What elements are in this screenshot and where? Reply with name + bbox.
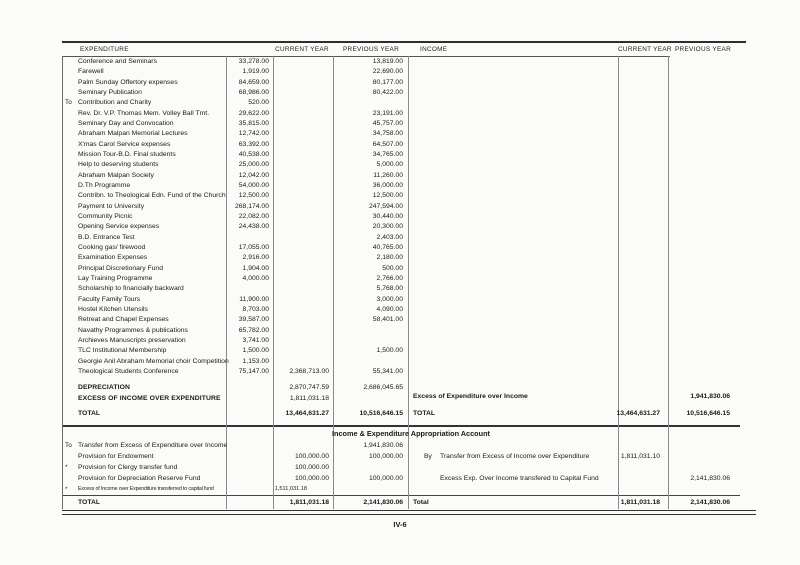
row-amount-itemized: 65,782.00 <box>238 326 269 334</box>
row-amount-previous-year: 40,765.00 <box>372 244 403 252</box>
appropriation-total-label: TOTAL <box>78 499 101 506</box>
appropriation-title: Income & Expenditure Appropriation Account <box>332 429 490 438</box>
row-amount-itemized: 268,174.00 <box>234 202 269 210</box>
excess-exp-previous-year: 2,141,830.06 <box>690 474 730 482</box>
row-prefix: To <box>65 99 72 107</box>
row-amount-current-year: 100,000.00 <box>294 463 329 471</box>
row-label: Rev. Dr. V.P. Thomas Mem. Volley Ball Tmt. <box>78 109 210 117</box>
header-expenditure: EXPENDITURE <box>80 46 129 53</box>
row-amount-itemized: 24,438.00 <box>238 223 269 231</box>
row-amount-itemized: 1,919.00 <box>242 68 269 76</box>
row-amount-previous-year: 100,000.00 <box>368 453 403 461</box>
row-amount-previous-year: 58,401.00 <box>372 316 403 324</box>
row-amount-previous-year: 5,768.00 <box>376 285 403 293</box>
row-label: Archieves Manuscripts preservation <box>78 337 186 345</box>
row-amount-itemized: 25,000.00 <box>238 161 269 169</box>
row-amount-itemized: 3,741.00 <box>242 337 269 345</box>
row-amount-itemized: 40,538.00 <box>238 151 269 159</box>
row-amount-itemized: 68,986.00 <box>238 89 269 97</box>
row-amount-previous-year: 12,500.00 <box>372 192 403 200</box>
header-current-year-right: CURRENT YEAR <box>618 46 672 53</box>
appropriation-right-total-current-year: 1,811,031.18 <box>620 499 660 506</box>
row-amount-itemized: 8,703.00 <box>242 306 269 314</box>
expenditure-row <box>62 67 408 77</box>
bottom-rule-1 <box>62 510 756 511</box>
by-transfer-label: Transfer from Excess of Income over Expenditure <box>440 452 590 460</box>
section-separator <box>62 425 740 427</box>
depreciation-label: DEPRECIATION <box>78 384 131 392</box>
row-prefix: * <box>65 485 68 493</box>
row-label: Cooking gas/ firewood <box>78 244 146 252</box>
row-label: Navathy Programmes & publications <box>78 326 188 334</box>
row-amount-itemized: 84,659.00 <box>238 78 269 86</box>
expenditure-row <box>62 356 408 366</box>
row-amount-current-year: 100,000.00 <box>294 474 329 482</box>
row-amount-itemized: 1,904.00 <box>242 264 269 272</box>
expenditure-total-label: TOTAL <box>78 409 101 417</box>
expenditure-row <box>62 170 408 180</box>
expenditure-row <box>62 139 408 149</box>
row-amount-itemized: 29,622.00 <box>238 109 269 117</box>
row-label: Conference and Seminars <box>78 58 157 66</box>
appropriation-row <box>62 473 408 484</box>
row-label: Georgie Anil Abraham Memorial choir Competition <box>78 357 229 365</box>
income-total-current-year: 13,464,631.27 <box>616 409 660 417</box>
expenditure-row <box>62 335 408 345</box>
expenditure-row <box>62 149 408 159</box>
expenditure-row <box>62 191 408 201</box>
row-label: Mission Tour-B.D. Final students <box>78 151 176 159</box>
row-amount-previous-year: 34,765.00 <box>372 151 403 159</box>
expenditure-row <box>62 294 408 304</box>
row-amount-previous-year: 4,090.00 <box>376 306 403 314</box>
expenditure-row <box>62 108 408 118</box>
row-amount-itemized: 2,916.00 <box>242 254 269 262</box>
expenditure-row <box>62 346 408 356</box>
depreciation-row <box>62 383 408 394</box>
row-label: Seminary Day and Convocation <box>78 120 174 128</box>
appropriation-right-total-label: Total <box>413 499 429 506</box>
income-total-previous-year: 10,516,646.15 <box>686 409 730 417</box>
row-amount-previous-year: 2,403.00 <box>376 233 403 241</box>
expenditure-row <box>62 253 408 263</box>
row-label: Opening Service expenses <box>78 223 160 231</box>
row-label: Help to deserving students <box>78 161 159 169</box>
appropriation-right-total-previous-year: 2,141,830.06 <box>690 499 730 506</box>
row-amount-itemized: 4,000.00 <box>242 275 269 283</box>
row-label: B.D. Entrance Test <box>78 233 135 241</box>
row-label: Principal Discretionary Fund <box>78 264 163 272</box>
row-prefix: To <box>65 442 72 450</box>
income-excess-previous-year: 1,941,830.06 <box>690 393 730 400</box>
row-label: Lay Training Programme <box>78 275 153 283</box>
expenditure-row <box>62 284 408 294</box>
row-amount-previous-year: 1,500.00 <box>376 347 403 355</box>
row-amount-itemized: 22,082.00 <box>238 213 269 221</box>
row-amount-itemized: 17,055.00 <box>238 244 269 252</box>
row-amount-itemized: 1,153.00 <box>242 357 269 365</box>
expenditure-row <box>62 315 408 325</box>
excess-exp-label: Excess Exp. Over Income transfered to Capital Fund <box>440 474 599 482</box>
income-excess-label: Excess of Expenditure over Income <box>413 393 528 400</box>
expenditure-row <box>62 77 408 87</box>
income-total-label: TOTAL <box>413 409 436 417</box>
row-amount-previous-year: 2,180.00 <box>376 254 403 262</box>
expenditure-row <box>62 87 408 97</box>
bottom-rule-2 <box>62 514 756 515</box>
expenditure-total-current-year: 13,464,631.27 <box>285 409 329 417</box>
row-amount-previous-year: 500.00 <box>382 264 403 272</box>
summary-rows <box>62 383 408 404</box>
row-amount-itemized: 35,815.00 <box>238 120 269 128</box>
row-label: Farewell <box>78 68 104 76</box>
header-previous-year-left: PREVIOUS YEAR <box>343 46 399 53</box>
row-amount-itemized: 63,392.00 <box>238 140 269 148</box>
row-label: Excess of Income over Expenditure transferred to capital fund <box>78 486 214 493</box>
header-income: INCOME <box>420 46 448 53</box>
row-label: Contribn. to Theological Edn. Fund of the Church <box>78 192 226 200</box>
col-line-cy-right <box>618 56 619 509</box>
row-amount-previous-year: 13,819.00 <box>372 58 403 66</box>
row-amount-itemized: 39,587.00 <box>238 316 269 324</box>
row-amount-current-year: 100,000.00 <box>294 453 329 461</box>
row-label: Palm Sunday Offertory expenses <box>78 78 178 86</box>
row-amount-previous-year: 3,000.00 <box>376 295 403 303</box>
appropriation-total-current-year: 1,811,031.18 <box>289 499 329 506</box>
row-label: TLC Institutional Membership <box>78 347 167 355</box>
expenditure-row <box>62 98 408 108</box>
expenditure-row <box>62 222 408 232</box>
row-amount-previous-year: 11,260.00 <box>373 171 403 179</box>
row-amount-previous-year: 36,000.00 <box>372 182 403 190</box>
row-label: Payment to University <box>78 202 145 210</box>
appropriation-total-previous-year: 2,141,830.06 <box>363 499 403 506</box>
row-label: Scholarship to financially backward <box>78 285 184 293</box>
page-number: IV-6 <box>393 520 407 529</box>
expenditure-total-previous-year: 10,516,646.15 <box>359 409 403 417</box>
expenditure-row <box>62 211 408 221</box>
row-label: D.Th Programme <box>78 182 131 190</box>
row-label: Examination Expenses <box>78 254 148 262</box>
row-amount-previous-year: 80,177.00 <box>372 78 403 86</box>
excess-current-year: 1,811,031.18 <box>289 394 329 402</box>
row-label: Provision for Clergy transfer fund <box>78 463 178 471</box>
appropriation-row <box>62 440 408 451</box>
row-amount-previous-year: 45,757.00 <box>372 120 403 128</box>
row-amount-current-year: 1,511,031.18 <box>274 486 307 493</box>
row-amount-previous-year: 55,341.00 <box>372 368 403 375</box>
expenditure-row <box>62 201 408 211</box>
appropriation-row <box>62 462 408 473</box>
expenditure-row <box>62 304 408 314</box>
row-amount-itemized: 75,147.00 <box>238 368 269 375</box>
row-amount-itemized: 12,042.00 <box>238 171 269 179</box>
row-amount-previous-year: 34,758.00 <box>372 130 403 138</box>
row-label: Seminary Publication <box>78 89 142 97</box>
row-label: X'mas Carol Service expenses <box>78 140 171 148</box>
top-rule <box>62 41 746 44</box>
row-label: Abraham Malpan Memorial Lectures <box>78 130 188 138</box>
row-amount-previous-year: 80,422.00 <box>372 89 403 97</box>
row-amount-itemized: 33,278.00 <box>238 58 269 66</box>
row-label: Abraham Malpan Society <box>78 171 154 179</box>
expenditure-row <box>62 118 408 128</box>
by-prefix: By <box>424 452 432 460</box>
row-label: Retreat and Chapel Expenses <box>78 316 169 324</box>
row-amount-itemized: 12,742.00 <box>238 130 269 138</box>
expenditure-row <box>62 366 408 376</box>
expenditure-row <box>62 263 408 273</box>
col-line-py-right <box>668 56 669 509</box>
row-amount-previous-year: 23,191.00 <box>372 109 403 117</box>
appropriation-row <box>62 484 408 495</box>
expenditure-row <box>62 273 408 283</box>
header-previous-year-right: PREVIOUS YEAR <box>675 46 731 53</box>
row-amount-itemized: 12,500.00 <box>238 192 269 200</box>
row-label: Contribution and Charity <box>78 99 152 107</box>
row-amount-previous-year: 2,766.00 <box>376 275 403 283</box>
depreciation-previous-year: 2,686,045.65 <box>363 384 403 392</box>
expenditure-total <box>62 408 408 419</box>
expenditure-row <box>62 57 408 67</box>
row-amount-previous-year: 1,941,830.06 <box>363 442 403 450</box>
expenditure-row <box>62 232 408 242</box>
row-amount-previous-year: 100,000.00 <box>368 474 403 482</box>
row-label: Faculty Family Tours <box>78 295 141 303</box>
depreciation-current-year: 2,870,747.59 <box>289 384 329 392</box>
appropriation-left-items <box>62 440 408 494</box>
row-amount-itemized: 1,500.00 <box>242 347 269 355</box>
row-amount-previous-year: 20,300.00 <box>372 223 403 231</box>
row-amount-previous-year: 30,440.00 <box>372 213 403 221</box>
row-label: Provision for Endowment <box>78 453 154 461</box>
header-current-year-left: CURRENT YEAR <box>275 46 329 53</box>
row-amount-current-year: 2,368,713.00 <box>289 368 329 375</box>
row-amount-previous-year: 5,000.00 <box>376 161 403 169</box>
expenditure-row <box>62 180 408 190</box>
appropriation-left-total <box>62 497 408 508</box>
row-label: Theological Students Conference <box>78 368 179 375</box>
expenditure-row <box>62 160 408 170</box>
row-amount-previous-year: 247,594.00 <box>368 202 403 210</box>
expenditure-row <box>62 325 408 335</box>
row-amount-previous-year: 22,690.00 <box>372 68 403 76</box>
row-label: Provision for Depreciation Reserve Fund <box>78 474 201 482</box>
excess-label: EXCESS OF INCOME OVER EXPENDITURE <box>78 394 221 402</box>
excess-row <box>62 393 408 404</box>
row-label: Transfer from Excess of Expenditure over Income <box>78 442 228 450</box>
by-transfer-current-year: 1,811,031.10 <box>620 452 660 460</box>
row-label: Community Picnic <box>78 213 133 221</box>
expenditure-items <box>62 57 408 377</box>
row-amount-itemized: 11,900.00 <box>239 295 269 303</box>
expenditure-row <box>62 242 408 252</box>
row-amount-previous-year: 64,507.00 <box>372 140 403 148</box>
row-amount-itemized: 520.00 <box>248 99 269 107</box>
appropriation-row <box>62 451 408 462</box>
row-amount-itemized: 54,000.00 <box>238 182 269 190</box>
row-label: Hostel Kitchen Utensils <box>78 306 148 314</box>
row-prefix: * <box>65 463 68 471</box>
expenditure-row <box>62 129 408 139</box>
